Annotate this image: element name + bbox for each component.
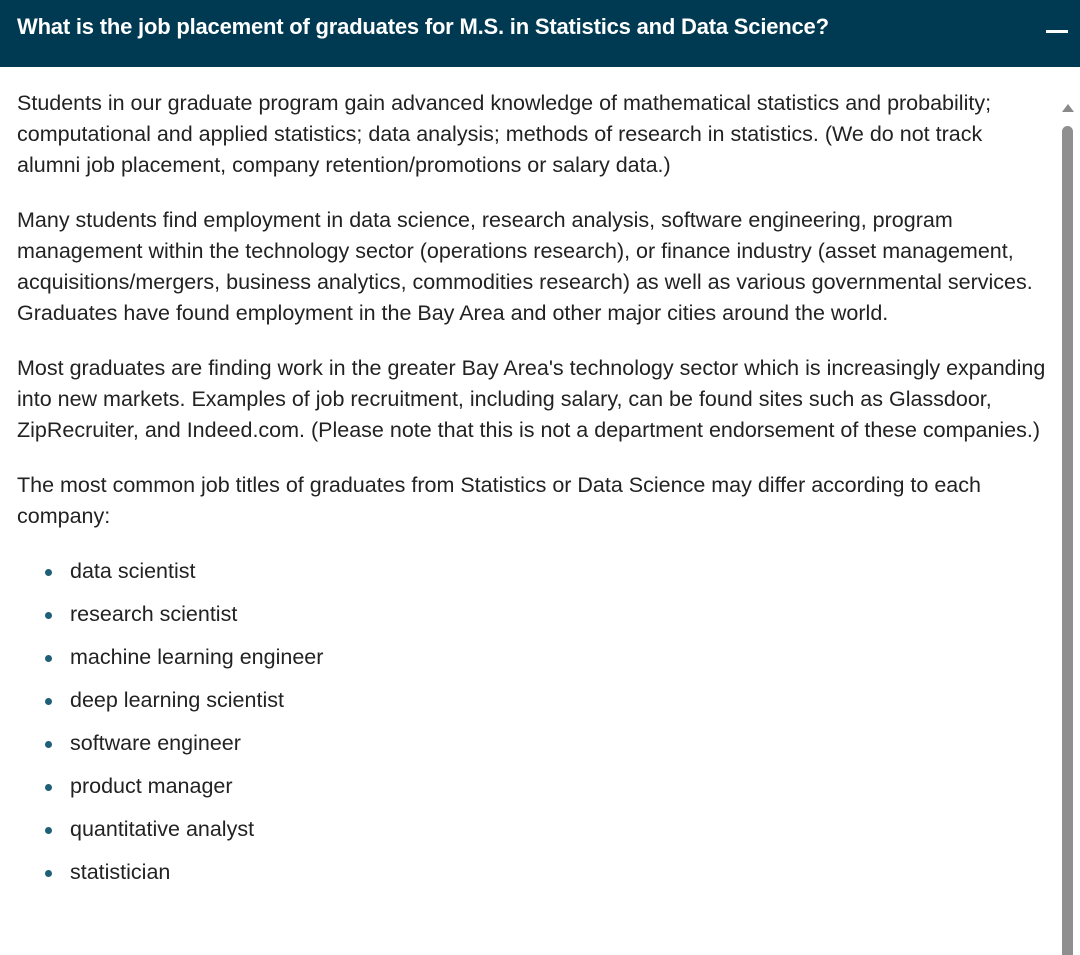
accordion-content [17,88,1047,900]
minus-icon[interactable] [1044,18,1070,44]
list-item: deep learning scientist [17,685,1047,728]
scroll-up-arrow-icon[interactable] [1062,104,1074,112]
accordion-header[interactable] [0,0,1080,67]
vertical-scrollbar[interactable] [1056,98,1080,955]
accordion-title: What is the job placement of graduates for M.S. in Statistics and Data Science? [17,14,829,39]
list-item: product manager [17,771,1047,814]
bay-area-paragraph: Most graduates are finding work in the greater Bay Area's technology sector which is increasingly expanding into new markets. Examples of job recruitment, including salary, can be found sites such as Glassdoor, ZipRecruiter, and Indeed.com. (Please note that this is not a department endorsement of these companies.) [17,356,1046,442]
list-item: software engineer [17,728,1047,771]
list-item: machine learning engineer [17,642,1047,685]
intro-paragraph: Students in our graduate program gain advanced knowledge of mathematical statistics and probability; computational and applied statistics; data analysis; methods of research in statistics. (We do not track alumni job placement, company retention/promotions or salary data.) [17,91,992,177]
list-item: data scientist [17,556,1047,599]
employment-paragraph: Many students find employment in data science, research analysis, software engineering, program management within the technology sector (operations research), or finance industry (asset management, acquisitions/mergers, business analytics, commodities research) as well as various governmental services. Graduates have found employment in the Bay Area and other major cities around the world. [17,208,1033,325]
scrollbar-thumb[interactable] [1062,126,1073,955]
job-titles-list [17,556,1047,900]
list-item: research scientist [17,599,1047,642]
job-titles-intro: The most common job titles of graduates from Statistics or Data Science may differ according to each company: [17,473,981,528]
list-item: quantitative analyst [17,814,1047,857]
list-item: statistician [17,857,1047,900]
